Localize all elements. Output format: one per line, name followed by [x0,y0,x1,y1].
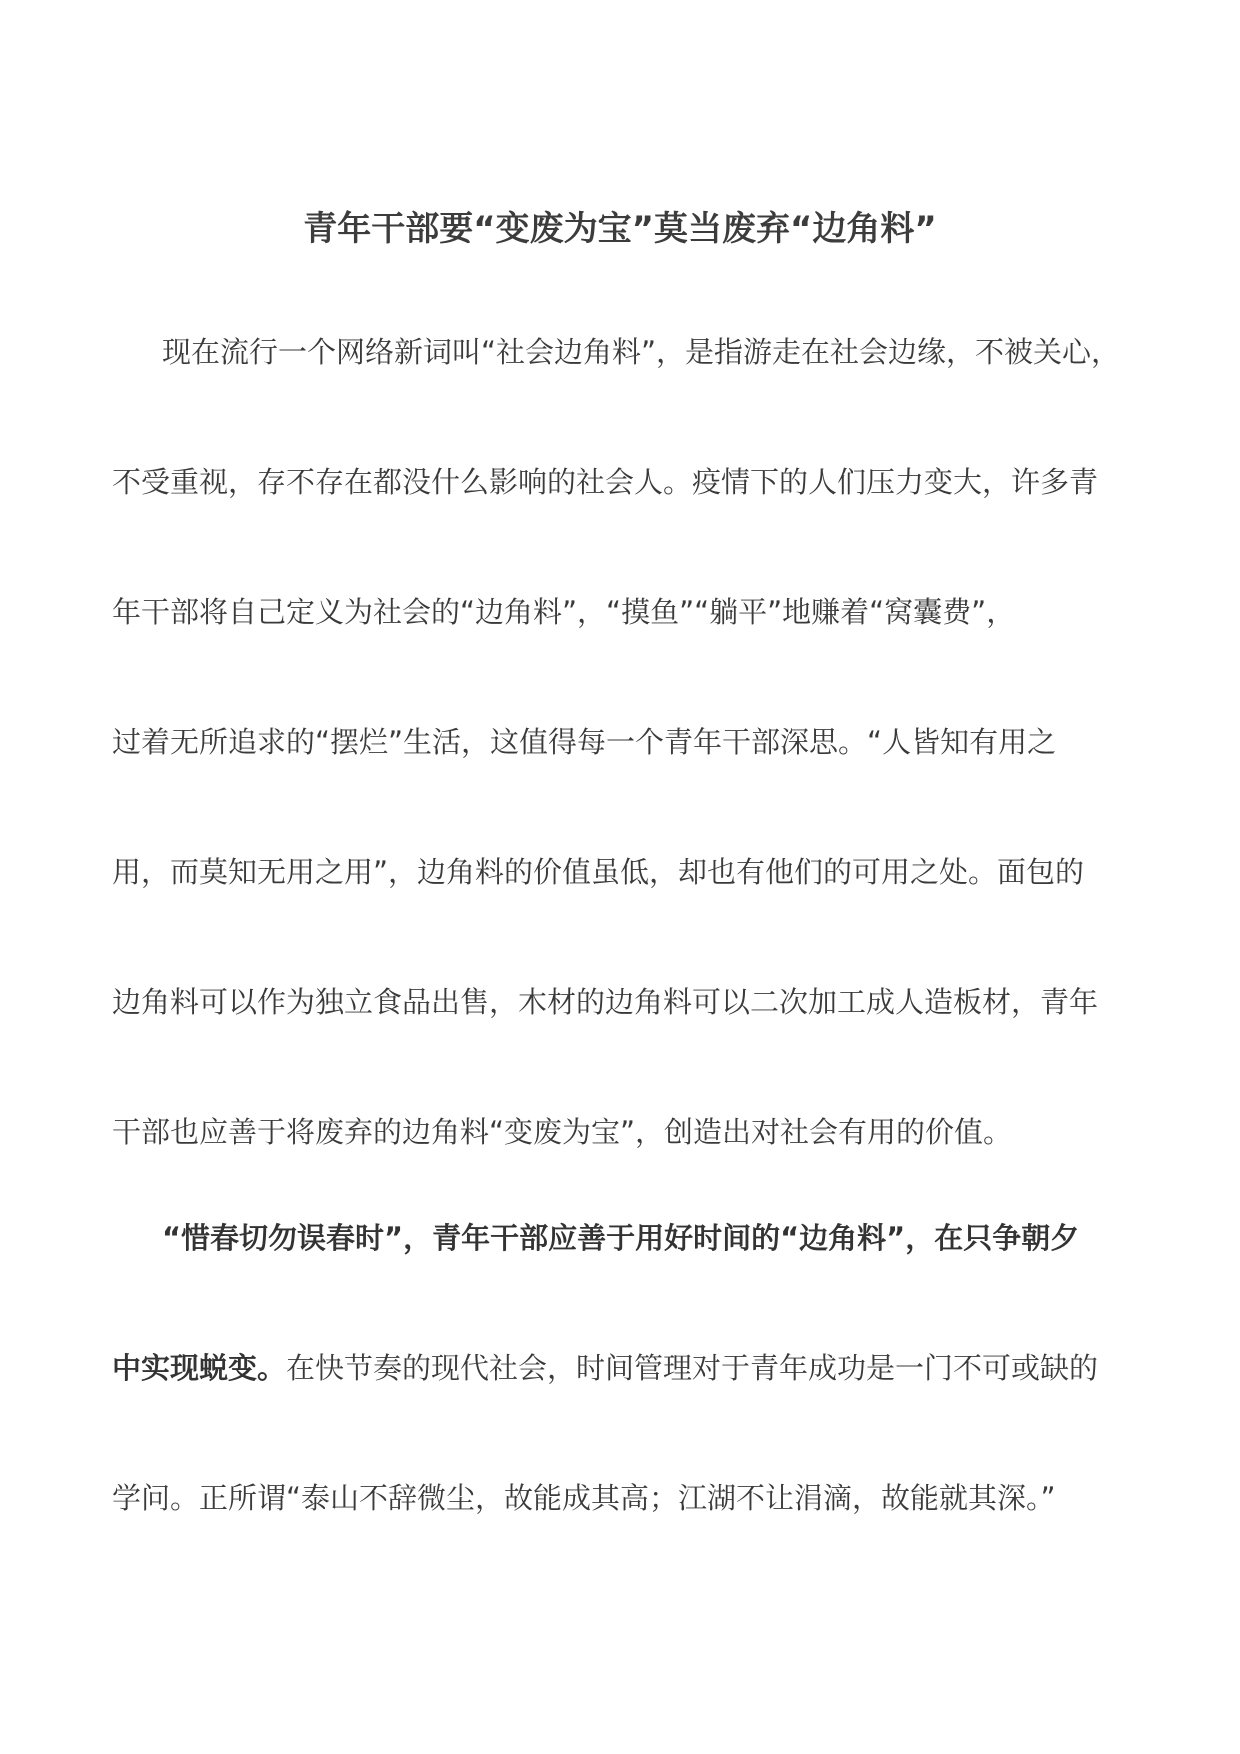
paragraph-2-bold-lead: “惜春切勿误春时”，青年干部应善于用好时间的“边角料”，在只争朝夕 [162,1221,1080,1255]
paragraph-1-line-4: 过着无所追求的“摆烂”生活，这值得每一个青年干部深思。“人皆知有用之 [112,725,1057,759]
paragraph-1-line-5: 用，而莫知无用之用”，边角料的价值虽低，却也有他们的可用之处。面包的 [112,855,1085,889]
paragraph-2-bold-tail: 中实现蜕变。 [112,1351,287,1385]
paragraph-1-line-7: 干部也应善于将废弃的边角料“变废为宝”，创造出对社会有用的价值。 [112,1115,1013,1149]
paragraph-2-line-3: 学问。正所谓“泰山不辞微尘，故能成其高；江湖不让涓滴，故能就其深。” [112,1481,1056,1515]
paragraph-2-line-1 [162,1216,1132,1260]
paragraph-1-line-6: 边角料可以作为独立食品出售，木材的边角料可以二次加工成人造板材，青年 [112,985,1099,1019]
paragraph-1-line-3: 年干部将自己定义为社会的“边角料”，“摸鱼”“躺平”地赚着“窝囊费”， [112,595,1016,629]
document-title: 青年干部要“变废为宝”莫当废弃“边角料” [303,209,937,249]
paragraph-1-line-2: 不受重视，存不存在都没什么影响的社会人。疫情下的人们压力变大，许多青 [112,465,1099,499]
paragraph-1-line-1: 现在流行一个网络新词叫“社会边角料”，是指游走在社会边缘，不被关心， [162,335,1121,369]
paragraph-2-line-2-text: 在快节奏的现代社会，时间管理对于青年成功是一门不可或缺的 [286,1351,1099,1385]
paragraph-2-line-2 [112,1346,1132,1390]
